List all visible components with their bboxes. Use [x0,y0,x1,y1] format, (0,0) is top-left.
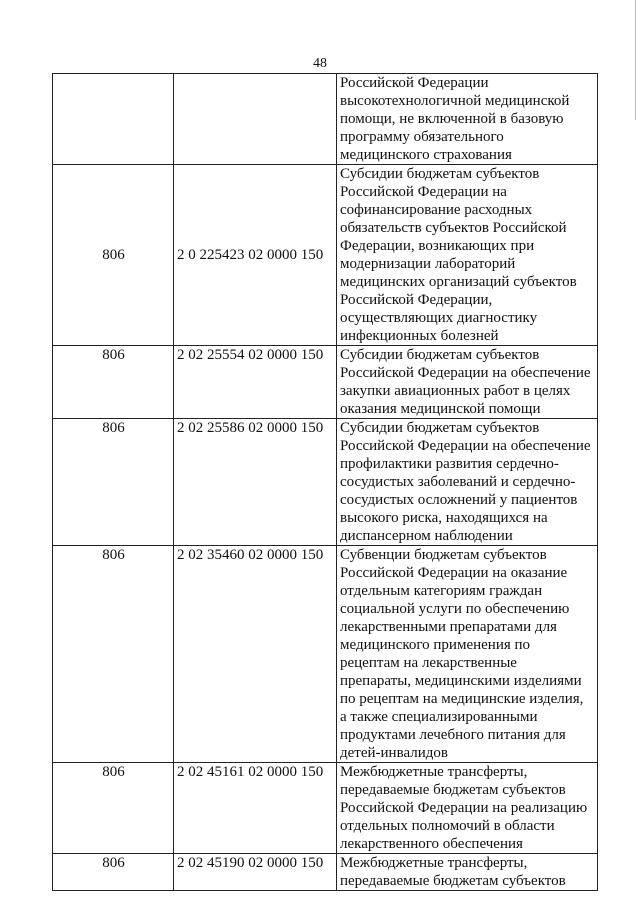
admin-code-cell: 806 [53,346,174,419]
description-line: Российской Федерации, [340,292,493,308]
description-cell [337,419,598,546]
description-line: программу обязательного [340,129,504,145]
admin-code-cell: 806 [53,854,174,891]
description-line: Российской Федерации на обеспечение [340,438,591,454]
classification-code-cell: 2 02 25554 02 0000 150 [174,346,337,419]
table-row [53,854,598,891]
classification-code-cell: 2 02 35460 02 0000 150 [174,546,337,763]
description-line: обязательств субъектов Российской [340,220,567,236]
description-line: сосудистых заболеваний и сердечно- [340,474,576,490]
description-line: закупки авиационных работ в целях [340,383,571,399]
description-line: отдельных полномочий в области [340,818,555,834]
description-line: медицинского страхования [340,147,512,163]
description-line: инфекционных болезней [340,328,499,344]
table-row [53,419,598,546]
budget-classification-table [52,73,598,891]
description-line: помощи, не включенной в базовую [340,111,564,127]
description-line: лекарственными препаратами для [340,619,557,635]
description-line: Российской Федерации на оказание [340,565,568,581]
description-line: а также специализированными [340,709,538,725]
description-cell [337,763,598,854]
description-line: отдельным категориям граждан [340,583,543,599]
table-row [53,546,598,763]
description-line: Субвенции бюджетам субъектов [340,547,547,563]
description-cell [337,854,598,891]
table-row [53,165,598,346]
description-line: передаваемые бюджетам субъектов [340,873,566,889]
description-line: рецептам на лекарственные [340,655,517,671]
page-number: 48 [313,56,327,71]
description-line: препараты, медицинскими изделиями [340,673,582,689]
description-line: по рецептам на медицинские изделия, [340,691,584,707]
classification-code-cell: 2 02 25586 02 0000 150 [174,419,337,546]
admin-code-cell: 806 [53,763,174,854]
description-line: Российской Федерации на [340,184,507,200]
description-line: Российской Федерации [340,75,489,91]
description-cell [337,74,598,165]
description-cell [337,165,598,346]
description-line: Межбюджетные трансферты, [340,855,528,871]
description-cell [337,346,598,419]
description-cell [337,546,598,763]
table-row [53,74,598,165]
description-line: Субсидии бюджетам субъектов [340,166,540,182]
description-line: Российской Федерации на обеспечение [340,365,591,381]
description-line: высокотехнологичной медицинской [340,93,570,109]
table-row [53,763,598,854]
description-line: передаваемые бюджетам субъектов [340,782,566,798]
description-line: продуктами лечебного питания для [340,727,566,743]
description-line: детей-инвалидов [340,745,448,761]
admin-code-cell: 806 [53,546,174,763]
description-line: медицинских организаций субъектов [340,274,577,290]
description-line: оказания медицинской помощи [340,401,541,417]
table-body [53,74,598,891]
classification-code-cell: 2 0 225423 02 0000 150 [174,165,337,346]
classification-code-cell [174,74,337,165]
description-line: социальной услуги по обеспечению [340,601,570,617]
description-line: модернизации лабораторий [340,256,516,272]
description-line: Субсидии бюджетам субъектов [340,420,540,436]
description-line: медицинского применения по [340,637,531,653]
description-line: осуществляющих диагностику [340,310,538,326]
description-line: диспансерном наблюдении [340,528,513,544]
description-line: софинансирование расходных [340,202,533,218]
description-line: профилактики развития сердечно- [340,456,559,472]
description-line: Межбюджетные трансферты, [340,764,528,780]
classification-code-cell: 2 02 45190 02 0000 150 [174,854,337,891]
description-line: лекарственного обеспечения [340,836,523,852]
admin-code-cell: 806 [53,419,174,546]
description-line: сосудистых осложнений у пациентов [340,492,578,508]
description-line: Субсидии бюджетам субъектов [340,347,540,363]
classification-code-cell: 2 02 45161 02 0000 150 [174,763,337,854]
admin-code-cell [53,74,174,165]
table-row [53,346,598,419]
admin-code-cell: 806 [53,165,174,346]
description-line: Федерации, возникающих при [340,238,535,254]
description-line: Российской Федерации на реализацию [340,800,588,816]
description-line: высокого риска, находящихся на [340,510,548,526]
